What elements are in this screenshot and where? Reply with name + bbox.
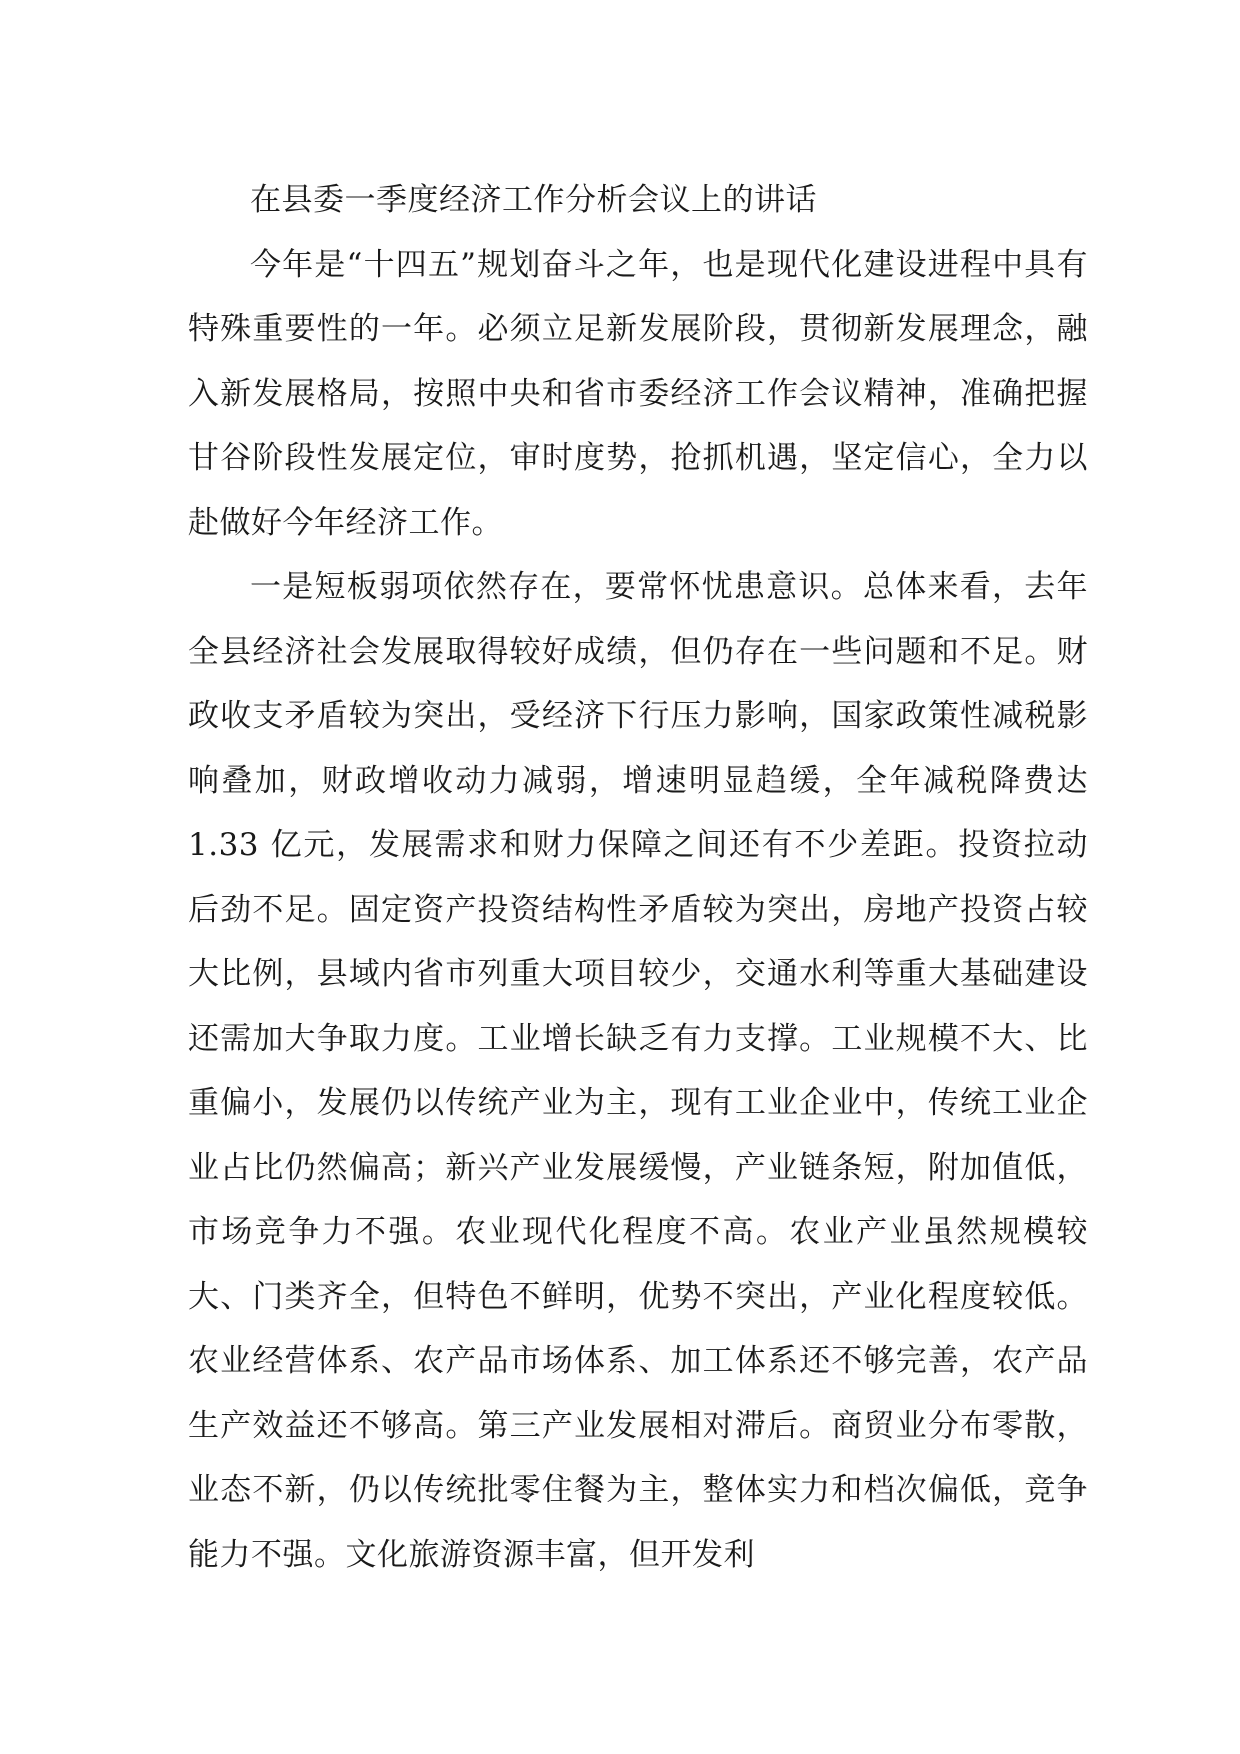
paragraph-shortcomings: 一是短板弱项依然存在，要常怀忧患意识。总体来看，去年全县经济社会发展取得较好成绩，但仍存在一些问题和不足。财政收支矛盾较为突出，受经济下行压力影响，国家政策性减税影响叠加，财政增收动力减弱，增速明显趋缓，全年减税降费达 1.33 亿元，发展需求和财力保障之间还有不少差距。投资拉动后劲不足。固定资产投资结构性矛盾较为突出，房地产投资占较大比例，县域内省市列重大项目较少，交通水利等重大基础建设还需加大争取力度。工业增长缺乏有力支撑。工业规模不大、比重偏小，发展仍以传统产业为主，现有工业企业中，传统工业企业占比仍然偏高；新兴产业发展缓慢，产业链条短，附加值低，市场竞争力不强。农业现代化程度不高。农业产业虽然规模较大、门类齐全，但特色不鲜明，优势不突出，产业化程度较低。农业经营体系、农产品市场体系、加工体系还不够完善，农产品生产效益还不够高。第三产业发展相对滞后。商贸业分布零散，业态不新，仍以传统批零住餐为主，整体实力和档次偏低，竞争能力不强。文化旅游资源丰富，但开发利 <box>188 569 1088 1573</box>
document-body <box>188 168 1088 1587</box>
document-title: 在县委一季度经济工作分析会议上的讲话 <box>250 182 817 218</box>
paragraph-intro: 今年是“十四五”规划奋斗之年，也是现代化建设进程中具有特殊重要性的一年。必须立足新发展阶段，贯彻新发展理念，融入新发展格局，按照中央和省市委经济工作会议精神，准确把握甘谷阶段性发展定位，审时度势，抢抓机遇，坚定信心，全力以赴做好今年经济工作。 <box>188 246 1088 541</box>
